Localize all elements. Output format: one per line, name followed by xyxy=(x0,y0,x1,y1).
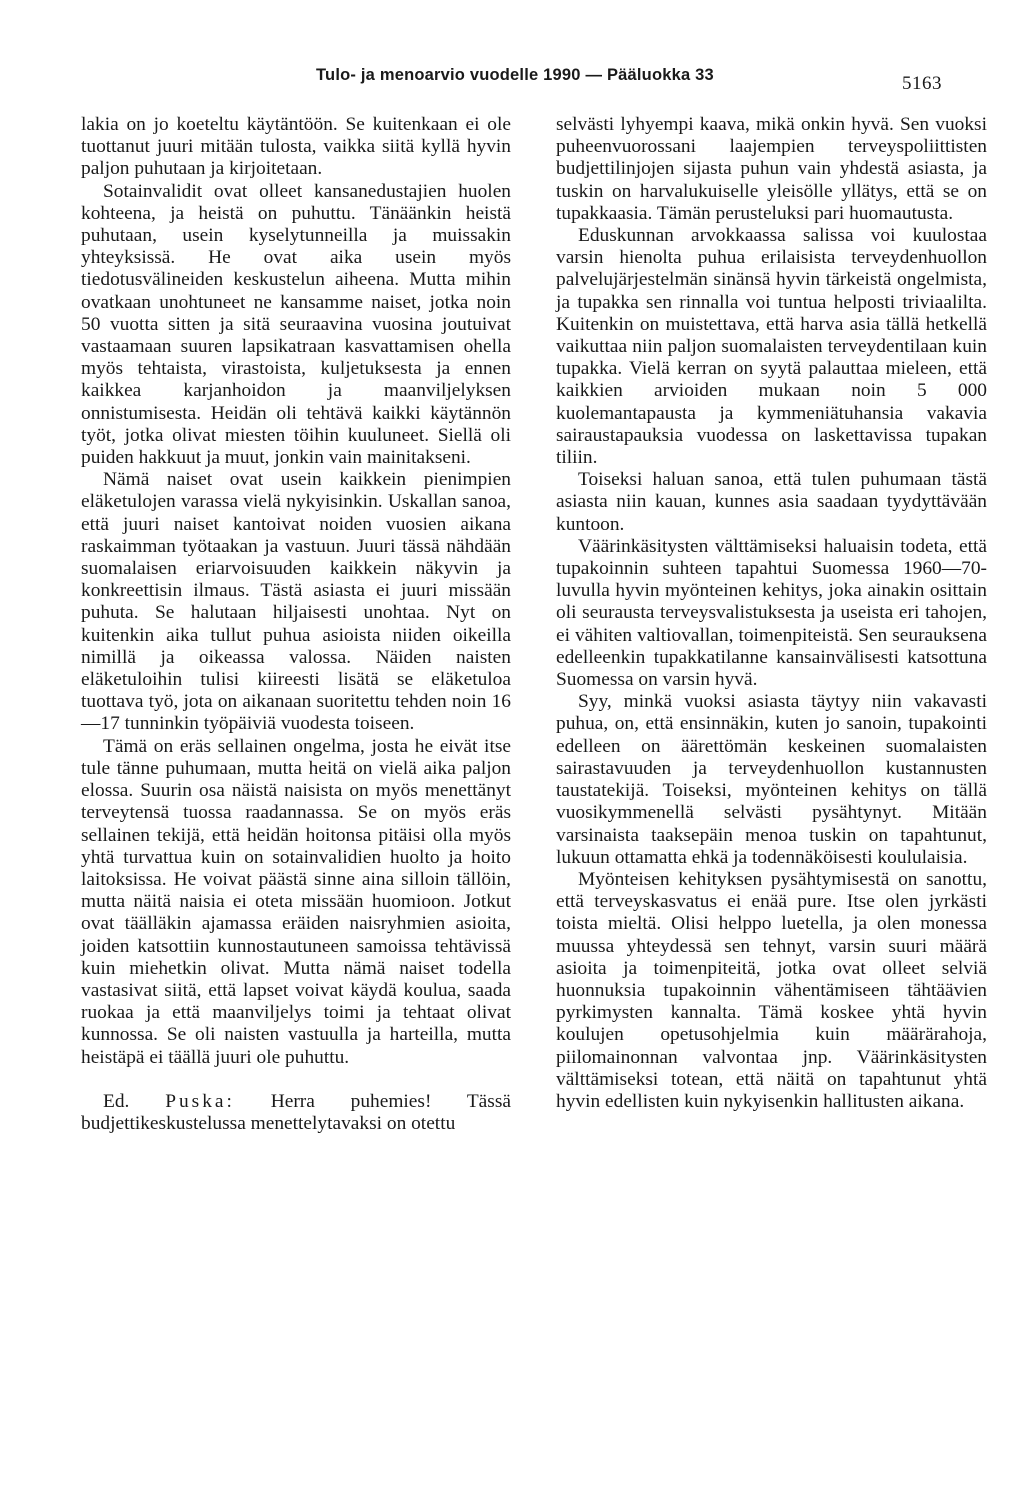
speaker-prefix: Ed. xyxy=(103,1090,130,1112)
right-column xyxy=(556,114,987,1113)
paragraph: lakia on jo koeteltu käytäntöön. Se kuitenkaan ei ole tuottanut juuri mitään tulosta, vaikka siitä kyllä hyvin paljon puhutaan ja kirjoitetaan. xyxy=(81,114,511,180)
paragraph: Nämä naiset ovat usein kaikkein pienimpien eläketulojen varassa vielä nykyisinkin. Uskallan sanoa, että juuri naiset kantoivat noiden vuosien aikana raskaimman työtaakan ja vastuun. Juuri tässä nähdään suomalaisen eriarvoisuuden kaikkein näkyvin ja konkreettisin ilmaus. Tästä asiasta ei juuri missään puhuta. Se halutaan hiljaisesti unohtaa. Nyt on kuitenkin aika tullut puhua asioista niiden oikeilla nimillä ja oikeassa valossa. Näiden naisten eläketuloihin tulisi kiireesti lisätä se eläketuloa tuottava työ, jota on aikanaan suoritettu tehden noin 16—17 tunninkin työpäiviä vuodesta toiseen. xyxy=(81,469,511,735)
speaker-name: Puska: xyxy=(165,1090,235,1112)
paragraph: Myönteisen kehityksen pysähtymisestä on sanottu, että terveyskasvatus ei enää pure. Itse olen jyrkästi toista mieltä. Olisi helppo luetella, ja olen monessa muussa yhteydessä sen tehnyt, varsin suuri määrä asioita ja toimenpiteitä, jotka ovat olleet selviä huonnuksia tupakoinnin vähentämiseen tähtäävien pyrkimysten kannalta. Tämä koskee yhtä hyvin koulujen opetusohjelmia kuin määrärahoja, piilomainonnan valvontaa jnp. Väärinkäsitysten välttämiseksi totean, että näitä on tapahtunut yhtä hyvin edellisten kuin nykyisenkin hallitusten aikana. xyxy=(556,868,987,1112)
speaker-paragraph xyxy=(81,1091,511,1135)
running-title: Tulo- ja menoarvio vuodelle 1990 — Pääluokka 33 xyxy=(316,66,714,84)
page-number: 5163 xyxy=(902,73,942,94)
speech-text: Herra puhemies! Tässä budjettikeskustelussa menettelytavaksi on otettu xyxy=(81,1090,511,1134)
paragraph: Tämä on eräs sellainen ongelma, josta he eivät itse tule tänne puhumaan, mutta heitä on vielä aika paljon elossa. Suurin osa näistä naisista on myös menettänyt terveytensä tuossa raadannassa. Se on myös eräs sellainen tekijä, että heidän hoitonsa pitäisi olla myös yhtä turvattua kuin on sotainvalidien huolto ja hoito laitoksissa. He voivat päästä sinne aina silloin tällöin, mutta näitä naisia ei oteta missään huomioon. Jotkut ovat täälläkin ajamassa eräiden naisryhmien asioita, joiden katsottiin kunnostautuneen samoissa tehtävissä kuin miehetkin olivat. Mutta nämä naiset todella vastasivat siitä, että lapset voivat käydä koulua, saada ruokaa ja että maanviljelys toimi ja tehtaat olivat kunnossa. Se oli naisten vastuulla ja harteilla, mutta heistäpä ei täällä juuri ole puhuttu. xyxy=(81,735,511,1068)
paragraph: Toiseksi haluan sanoa, että tulen puhumaan tästä asiasta niin kauan, kunnes asia saadaan tyydyttävään kuntoon. xyxy=(556,469,987,535)
paragraph: Eduskunnan arvokkaassa salissa voi kuulostaa varsin hienolta puhua erilaisista terveydenhuollon palvelujärjestelmän sinänsä hyvin tärkeistä ongelmista, ja tupakka sen rinnalla voi tuntua helposti triviaalilta. Kuitenkin on muistettava, että harva asia tällä hetkellä vaikuttaa niin paljon suomalaisten terveydentilaan kuin tupakka. Vielä kerran on syytä palauttaa mieleen, että kaikkien arvioiden mukaan noin 5 000 kuolemantapausta ja kymmeniätuhansia vakavia sairaustapauksia vuodessa on laskettavissa tupakan tiliin. xyxy=(556,225,987,469)
paragraph: Sotainvalidit ovat olleet kansanedustajien huolen kohteena, ja heistä on puhuttu. Tänäänkin heistä puhutaan, usein kyselytunneilla ja muissakin yhteyksissä. He ovat aika usein myös tiedotusvälineiden keskustelun aiheena. Mutta mihin ovatkaan unohtuneet ne kansamme naiset, jotka noin 50 vuotta sitten ja sitä seuraavina vuosina joutuivat vastaamaan suuren lapsikatraan kasvattamisen ohella myös tehtaista, virastoista, kuljetuksesta ja ennen kaikkea karjanhoidon ja maanviljelyksen onnistumisesta. Heidän oli tehtävä kaikki käytännön työt, jotka olivat miesten töihin kuuluneet. Siellä oli puiden hakkuut ja muut, jonkin vain mainitakseni. xyxy=(81,180,511,469)
paragraph: selvästi lyhyempi kaava, mikä onkin hyvä. Sen vuoksi puheenvuorossani laajempien terveyspoliittisten budjettilinjojen sijasta puhun vain yhdestä asiasta, ja tuskin on harvalukuiselle yleisölle yllätys, että se on tupakkaasia. Tämän perusteluksi pari huomautusta. xyxy=(556,114,987,224)
paragraph: Syy, minkä vuoksi asiasta täytyy niin vakavasti puhua, on, että ensinnäkin, kuten jo sanoin, tupakointi edelleen on äärettömän keskeinen suomalaisten sairastavuuden ja terveydenhuollon kustannusten taustatekijä. Toiseksi, myönteinen kehitys on tällä vuosikymmenellä selvästi pysähtynyt. Mitään varsinaista taaksepäin menoa tuskin on tapahtunut, lukuun ottamatta ehkä ja todennäköisesti koululaisia. xyxy=(556,691,987,868)
paragraph: Väärinkäsitysten välttämiseksi haluaisin todeta, että tupakoinnin suhteen tapahtui Suomessa 1960—70-luvulla hyvin myönteinen kehitys, joka ainakin osittain oli seurausta terveysvalistuksesta ja useista eri tahojen, ei vähiten valtiovallan, toimenpiteistä. Sen seurauksena edelleenkin tupakkatilanne kansainvälisesti katsottuna Suomessa on varsin hyvä. xyxy=(556,535,987,691)
left-column xyxy=(81,114,511,1135)
